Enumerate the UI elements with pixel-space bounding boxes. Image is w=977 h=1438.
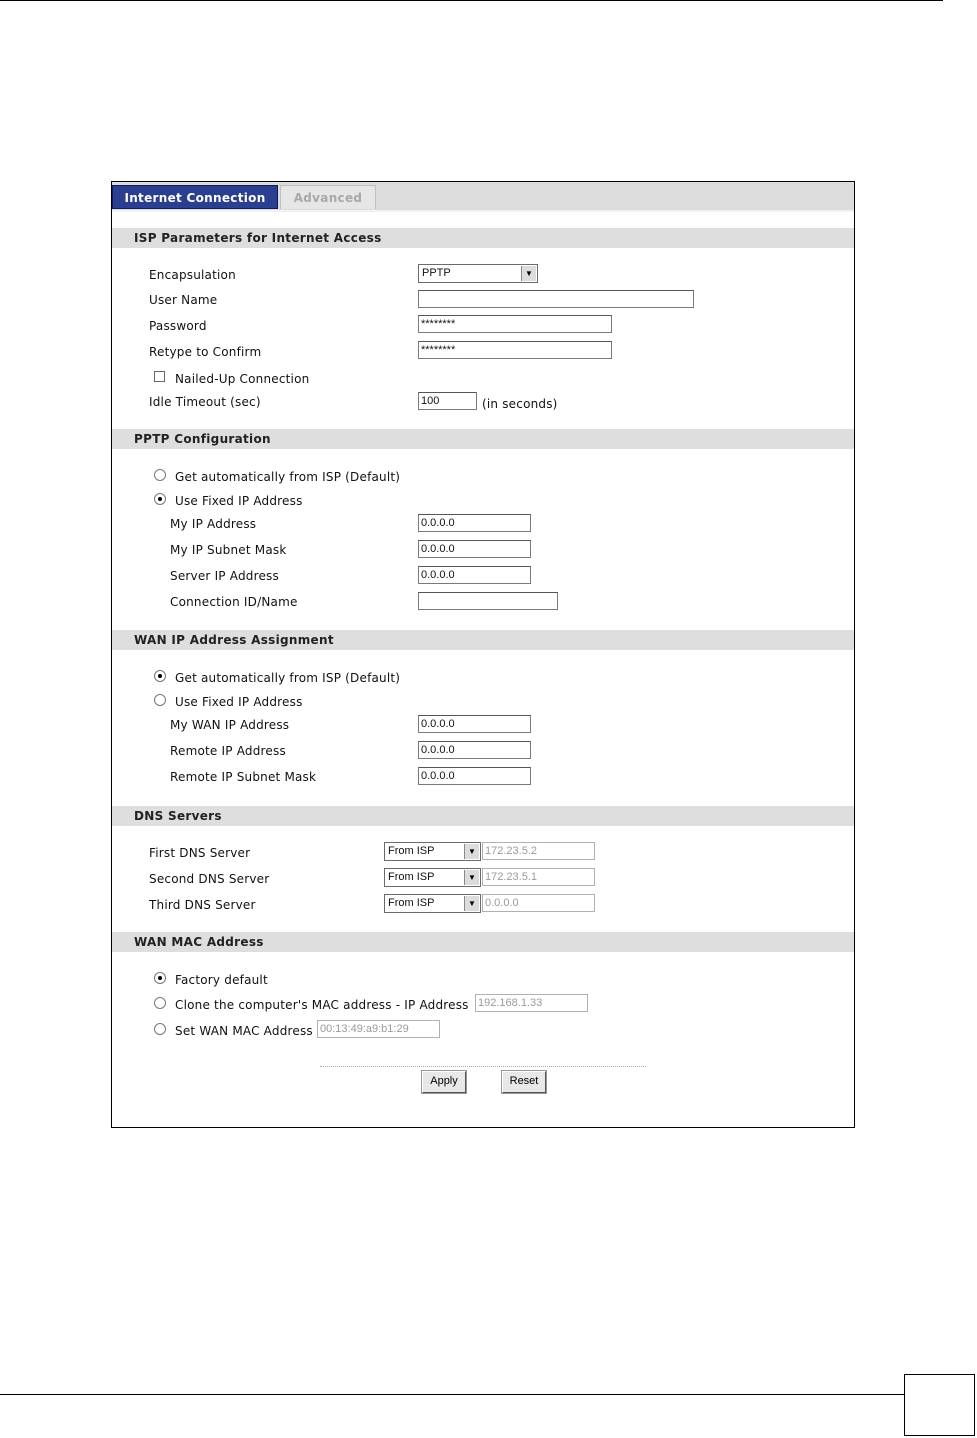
section-dns-servers: DNS Servers bbox=[112, 806, 854, 826]
pptp-auto-label: Get automatically from ISP (Default) bbox=[175, 470, 401, 484]
wan-auto-radio[interactable] bbox=[154, 670, 166, 682]
third-dns-mode-value: From ISP bbox=[388, 897, 435, 909]
connection-id-label: Connection ID/Name bbox=[170, 595, 298, 609]
my-wan-ip-label: My WAN IP Address bbox=[170, 718, 290, 732]
section-isp-parameters: ISP Parameters for Internet Access bbox=[112, 228, 854, 248]
settings-panel bbox=[111, 181, 855, 1128]
wan-auto-label: Get automatically from ISP (Default) bbox=[175, 671, 401, 685]
server-ip-input[interactable]: 0.0.0.0 bbox=[418, 566, 531, 584]
section-wan-ip-assignment: WAN IP Address Assignment bbox=[112, 630, 854, 650]
username-input[interactable] bbox=[418, 290, 694, 308]
pptp-auto-radio[interactable] bbox=[154, 469, 166, 481]
first-dns-input[interactable]: 172.23.5.2 bbox=[482, 842, 595, 860]
mac-set-input[interactable]: 00:13:49:a9:b1:29 bbox=[317, 1020, 440, 1038]
nailed-up-label: Nailed-Up Connection bbox=[175, 372, 310, 386]
second-dns-input[interactable]: 172.23.5.1 bbox=[482, 868, 595, 886]
second-dns-mode-value: From ISP bbox=[388, 871, 435, 883]
first-dns-mode-value: From ISP bbox=[388, 845, 435, 857]
mac-clone-radio[interactable] bbox=[154, 997, 166, 1009]
third-dns-label: Third DNS Server bbox=[149, 898, 256, 912]
my-ip-label: My IP Address bbox=[170, 517, 257, 531]
server-ip-label: Server IP Address bbox=[170, 569, 279, 583]
chevron-down-icon: ▼ bbox=[464, 896, 479, 911]
mac-factory-label: Factory default bbox=[175, 973, 268, 987]
remote-subnet-label: Remote IP Subnet Mask bbox=[170, 770, 317, 784]
tab-internet-connection[interactable]: Internet Connection bbox=[112, 185, 278, 209]
tab-advanced[interactable]: Advanced bbox=[280, 185, 376, 209]
pptp-fixed-label: Use Fixed IP Address bbox=[175, 494, 303, 508]
my-subnet-label: My IP Subnet Mask bbox=[170, 543, 287, 557]
pptp-fixed-radio[interactable] bbox=[154, 493, 166, 505]
password-label: Password bbox=[149, 319, 207, 333]
remote-subnet-input[interactable]: 0.0.0.0 bbox=[418, 767, 531, 785]
remote-ip-label: Remote IP Address bbox=[170, 744, 286, 758]
bottom-rule bbox=[0, 1394, 904, 1395]
mac-factory-radio[interactable] bbox=[154, 972, 166, 984]
mac-set-radio[interactable] bbox=[154, 1023, 166, 1035]
my-wan-ip-input[interactable]: 0.0.0.0 bbox=[418, 715, 531, 733]
section-pptp-configuration: PPTP Configuration bbox=[112, 429, 854, 449]
page-number-box bbox=[904, 1374, 975, 1436]
idle-timeout-input[interactable]: 100 bbox=[418, 392, 477, 410]
divider bbox=[320, 1066, 646, 1067]
second-dns-label: Second DNS Server bbox=[149, 872, 270, 886]
chevron-down-icon: ▼ bbox=[464, 870, 479, 885]
retype-password-input[interactable]: ******** bbox=[418, 341, 612, 359]
wan-fixed-radio[interactable] bbox=[154, 694, 166, 706]
username-label: User Name bbox=[149, 293, 218, 307]
password-input[interactable]: ******** bbox=[418, 315, 612, 333]
idle-timeout-unit: (in seconds) bbox=[482, 397, 558, 411]
encapsulation-select[interactable] bbox=[418, 264, 538, 283]
first-dns-label: First DNS Server bbox=[149, 846, 251, 860]
connection-id-input[interactable] bbox=[418, 592, 558, 610]
mac-clone-ip-input[interactable]: 192.168.1.33 bbox=[475, 994, 588, 1012]
remote-ip-input[interactable]: 0.0.0.0 bbox=[418, 741, 531, 759]
third-dns-input[interactable]: 0.0.0.0 bbox=[482, 894, 595, 912]
third-dns-mode-select[interactable] bbox=[384, 894, 481, 913]
first-dns-mode-select[interactable] bbox=[384, 842, 481, 861]
encapsulation-label: Encapsulation bbox=[149, 268, 236, 282]
encapsulation-value: PPTP bbox=[422, 267, 451, 279]
apply-button[interactable]: Apply bbox=[422, 1071, 466, 1093]
mac-set-label: Set WAN MAC Address bbox=[175, 1024, 313, 1038]
chevron-down-icon: ▼ bbox=[521, 266, 536, 281]
section-wan-mac-address: WAN MAC Address bbox=[112, 932, 854, 952]
retype-password-label: Retype to Confirm bbox=[149, 345, 262, 359]
my-ip-input[interactable]: 0.0.0.0 bbox=[418, 514, 531, 532]
my-subnet-input[interactable]: 0.0.0.0 bbox=[418, 540, 531, 558]
tab-bar bbox=[112, 182, 854, 212]
chevron-down-icon: ▼ bbox=[464, 844, 479, 859]
reset-button[interactable]: Reset bbox=[502, 1071, 546, 1093]
top-rule bbox=[0, 0, 943, 1]
nailed-up-checkbox[interactable] bbox=[154, 371, 165, 382]
mac-clone-label: Clone the computer's MAC address - IP Address bbox=[175, 998, 469, 1012]
second-dns-mode-select[interactable] bbox=[384, 868, 481, 887]
idle-timeout-label: Idle Timeout (sec) bbox=[149, 395, 261, 409]
wan-fixed-label: Use Fixed IP Address bbox=[175, 695, 303, 709]
